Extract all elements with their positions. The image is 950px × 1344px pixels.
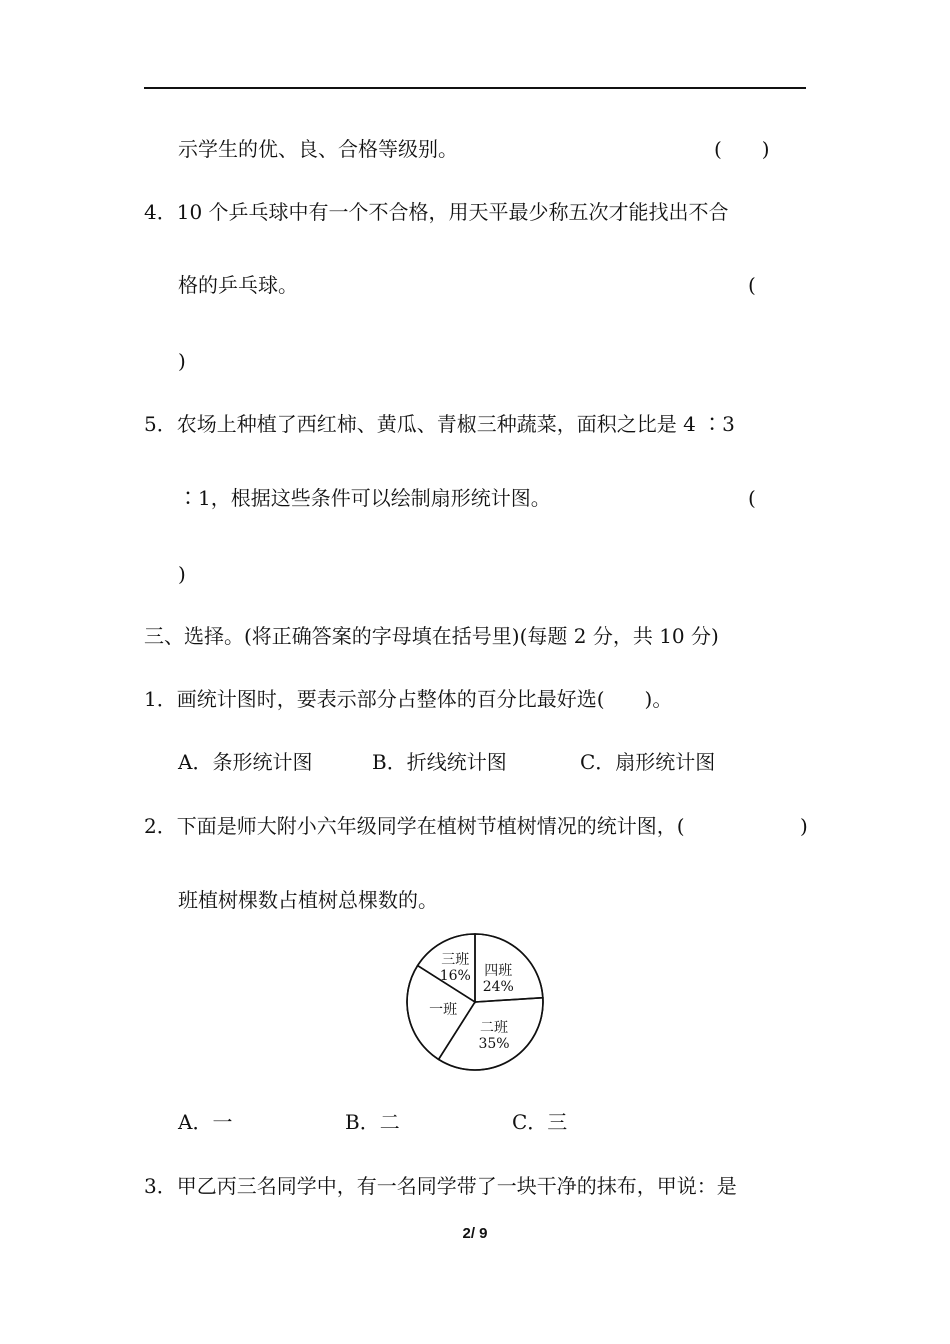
judgment-question-5-continued: ∶1，根据这些条件可以绘制扇形统计图。 [178, 486, 551, 510]
answer-paren-close: ) [178, 562, 186, 586]
answer-parentheses: ( ) [714, 137, 770, 161]
choice-question-1: 1．画统计图时，要表示部分占整体的百分比最好选( )。 [144, 687, 673, 711]
pie-slice-value-label: 35% [478, 1036, 510, 1053]
pie-chart-svg [400, 930, 550, 1075]
page-number: 2/ 9 [462, 1225, 488, 1242]
answer-paren-open: ( [748, 273, 756, 297]
judgment-3-continued: 示学生的优、良、合格等级别。 [178, 137, 458, 161]
answer-paren-close: ) [800, 814, 808, 838]
pie-slice-value-label: 24% [482, 979, 514, 996]
answer-paren-open: ( [748, 486, 756, 510]
judgment-question-4-continued: 格的乒乓球。 [178, 273, 298, 297]
pie-slice-label: 三班 [441, 952, 470, 969]
pie-slice-label: 四班 [484, 963, 513, 980]
pie-slice-label: 一班 [429, 1002, 458, 1019]
choice-2-option-c: C．三 [512, 1110, 568, 1134]
choice-1-option-b: B．折线统计图 [372, 750, 507, 774]
choice-question-3: 3．甲乙丙三名同学中，有一名同学带了一块干净的抹布，甲说：是 [144, 1174, 737, 1198]
header-rule [144, 87, 806, 89]
pie-chart [400, 930, 550, 1075]
section-heading-choice: 三、选择。(将正确答案的字母填在括号里)(每题 2 分，共 10 分) [144, 624, 719, 648]
answer-paren-close: ) [178, 349, 186, 373]
choice-question-2: 2．下面是师大附小六年级同学在植树节植树情况的统计图，( [144, 814, 685, 838]
choice-1-option-c: C．扇形统计图 [580, 750, 716, 774]
choice-1-option-a: A．条形统计图 [178, 750, 313, 774]
judgment-question-5: 5．农场上种植了西红柿、黄瓜、青椒三种蔬菜，面积之比是 4 ∶3 [144, 412, 735, 436]
choice-question-2-continued: 班植树棵数占植树总棵数的。 [178, 888, 438, 912]
choice-2-option-a: A．一 [178, 1110, 233, 1134]
choice-2-option-b: B．二 [345, 1110, 400, 1134]
pie-slice-label: 二班 [480, 1020, 508, 1037]
judgment-question-4: 4．10 个乒乓球中有一个不合格，用天平最少称五次才能找出不合 [144, 200, 729, 224]
pie-slice-value-label: 16% [439, 968, 471, 985]
